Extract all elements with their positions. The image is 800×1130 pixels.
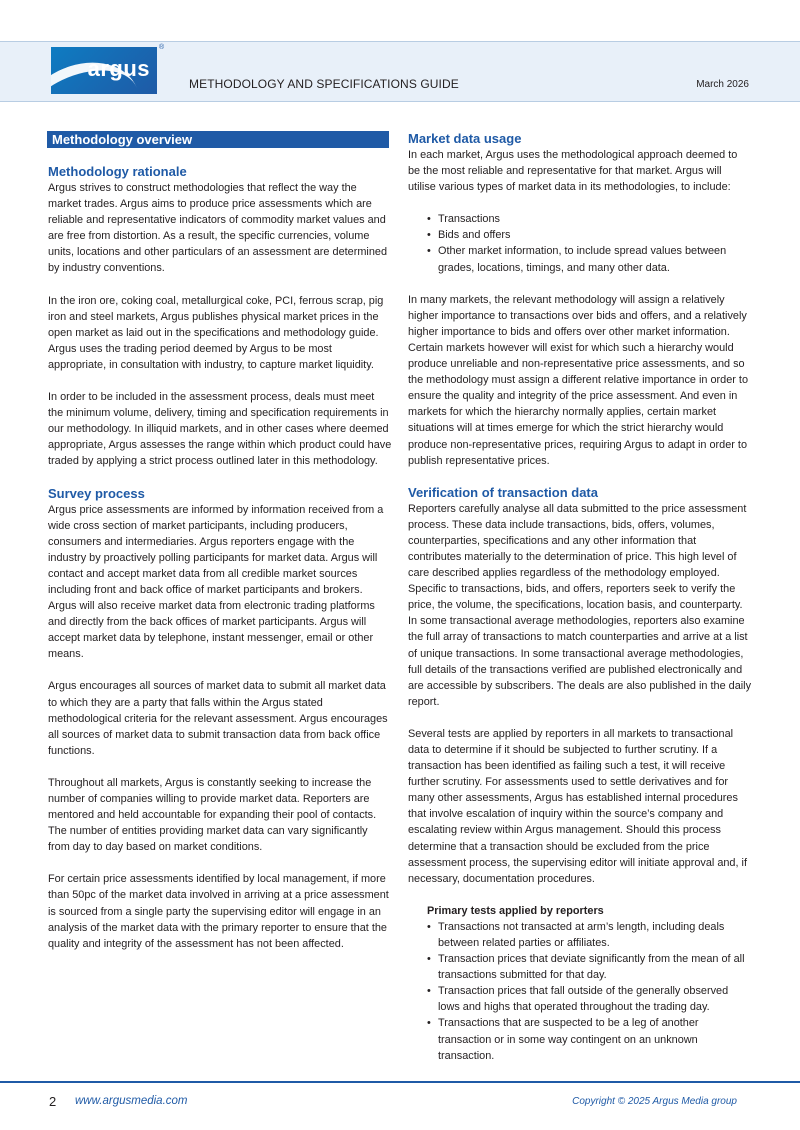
verification-heading: Verification of transaction data: [408, 484, 598, 500]
methodology-rationale-heading: Methodology rationale: [48, 164, 187, 179]
usage-paragraph-1: In each market, Argus uses the methodological approach deemed to be the most reliable and representative for that market. Argus will utilise various types of market data in its methodologies, to include:: [408, 149, 738, 194]
survey-paragraph-4: For certain price assessments identified by local management, if more than 50pc of the market data involved in arriving at a price assessment is sourced from a single party the supervising editor will engage in an analysis of the market data with the primary reporter to ensure that the quality and integrity of the assessment has not been affected.: [48, 873, 389, 950]
list-item: • Transactions: [427, 211, 752, 227]
list-item: • Transactions that are suspected to be a leg of another transaction or in some way contingent on an unknown transaction.: [427, 1015, 752, 1063]
right-column: [408, 131, 752, 1080]
usage-list: [408, 211, 752, 275]
header-date: March 2026: [696, 79, 749, 90]
rationale-paragraph-1: Argus strives to construct methodologies that reflect the way the market trades. Argus aims to produce price assessments which are reliable and representative indicators of commodity market values and are free from distortion. As a result, the specific currencies, volume units, locations and other particulars of an assessment are determined by industry conventions.: [48, 182, 388, 275]
survey-paragraph-3: Throughout all markets, Argus is constantly seeking to increase the number of companies willing to provide market data. Reporters are mentored and held accountable for expanding their pool of contacts. The number of entities providing market data can vary significantly from day to day based on market conditions.: [48, 776, 377, 854]
list-item: • Transaction prices that deviate significantly from the mean of all transactions submitted for that day.: [427, 951, 752, 983]
list-item: • Other market information, to include spread values between grades, locations, timings, and many other data.: [427, 243, 752, 275]
primary-tests-list: [408, 919, 752, 1064]
list-item: • Transactions not transacted at arm’s length, including deals between related parties or affiliates.: [427, 919, 752, 951]
verification-paragraph-1: Reporters carefully analyse all data submitted to the price assessment process. These data include transactions, bids, offers, volumes, counterparties, specifications and any other information that contributes materially to the determination of price. This high level of care described applies regardless of the methodology employed. Specific to transactions, bids, and offers, reporters seek to verify the price, the volume, the specifications, location basis, and counterparty. In some transactional average methodologies, reporters also examine the full array of transactions to match counterparties and arrive at a list of unique transactions. In some transactional average methodologies, full details of the transactions verified are published electronically and are accessible by subscribers. The deals are also published in the daily report.: [408, 502, 752, 708]
left-column: [48, 131, 392, 968]
verification-paragraph-2: Several tests are applied by reporters in all markets to transactional data to determine if it should be subjected to further scrutiny. If a transaction has been identified as failing such a test, it will receive further scrutiny. For assessments used to settle derivatives and for many other assessments, Argus has established internal procedures that involve escalation of inquiry within the source’s company and escalating review within Argus management. Should this process determine that a transaction should be excluded from the price assessment process, the supervising editor will initiate approval and, if necessary, documentation procedures.: [408, 727, 747, 885]
rationale-paragraph-2: In the iron ore, coking coal, metallurgical coke, PCI, ferrous scrap, pig iron and steel markets, Argus publishes physical market prices in the open market as laid out in the specifications and methodology guide. Argus uses the trading period deemed by Argus to be most appropriate, in consultation with industry, to capture market liquidity.: [48, 294, 384, 371]
list-item: • Transaction prices that fall outside of the generally observed lows and highs that operated throughout the trading day.: [427, 983, 752, 1015]
survey-process-heading: Survey process: [48, 485, 145, 501]
copyright-notice: Copyright © 2025 Argus Media group: [572, 1096, 737, 1107]
primary-tests-title: Primary tests applied by reporters: [427, 904, 604, 917]
usage-paragraph-2: In many markets, the relevant methodology will assign a relatively higher importance to transactions over bids and offers, and a relatively higher importance to bids and offers over other market information. Certain markets however will exist for which such a hierarchy would produce unreliable and non-representative price assessments, and so the methodology must assign a different relative importance in order to ensure the quality and integrity of the price assessment. And even in markets for which the hierarchy normally applies, certain market situations will at times emerge for which the strict hierarchy would produce non-representative prices, requiring Argus to adapt in order to publish representative prices.: [408, 293, 749, 467]
rationale-paragraph-3: In order to be included in the assessment process, deals must meet the minimum volume, delivery, timing and specification requirements in our methodology. In illiquid markets, and in other cases where deemed appropriate, Argus assesses the range within which product could have traded by applying a strict process outlined later in this methodology.: [48, 391, 392, 468]
logo-registered-mark: ®: [159, 44, 165, 51]
header-title: METHODOLOGY AND SPECIFICATIONS GUIDE: [189, 77, 459, 91]
list-item: • Bids and offers: [427, 227, 752, 243]
market-data-usage-heading: Market data usage: [408, 131, 522, 146]
logo-text: argus: [87, 56, 150, 81]
page-number: 2: [49, 1094, 57, 1109]
survey-paragraph-1: Argus price assessments are informed by information received from a wide cross section of market participants, including producers, consumers and intermediaries. Argus reporters engage with the industry by proactively polling participants for market data. Argus will contact and accept market data from all credible market sources including front and back office of market participants and brokers. Argus will also receive market data from electronic trading platforms and directly from the back offices of market participants. Argus will accept market data by telephone, instant messenger, email or other means.: [48, 503, 384, 661]
footer-divider: [0, 1081, 800, 1083]
argus-logo[interactable]: [51, 47, 157, 94]
section-title: Methodology overview: [47, 131, 389, 148]
website-link[interactable]: www.argusmedia.com: [75, 1095, 188, 1107]
survey-paragraph-2: Argus encourages all sources of market data to submit all market data to which they are a party that falls within the Argus stated methodological criteria for the relevant assessment. Argus encourages all sources of market data to submit transaction data from back office functions.: [48, 680, 388, 757]
